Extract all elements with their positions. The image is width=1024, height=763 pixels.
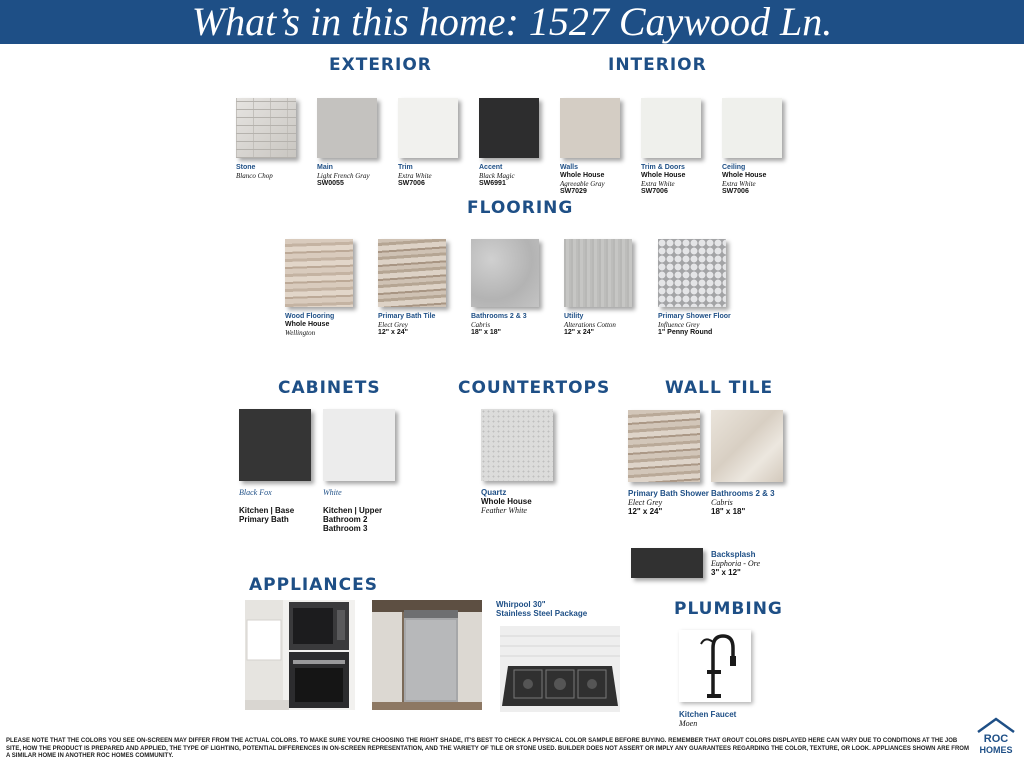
plumbing-label: Kitchen Faucet Moen bbox=[679, 710, 737, 728]
title-banner bbox=[0, 0, 1024, 44]
page-title: What’s in this home: 1527 Caywood Ln. bbox=[191, 0, 833, 44]
kitchen-faucet-photo bbox=[679, 630, 751, 702]
heading-appliances: APPLIANCES bbox=[249, 575, 378, 595]
primary-bath-tile-swatch bbox=[378, 239, 446, 307]
flooring-utility-label: Utility Alterations Cotton 12" x 24" bbox=[564, 313, 616, 336]
wall-tile-bathrooms-label: Bathrooms 2 & 3 Cabris 18" x 18" bbox=[711, 489, 775, 516]
backsplash-swatch bbox=[631, 548, 703, 578]
exterior-accent-label: Accent Black Magic SW6991 bbox=[479, 164, 515, 187]
trim-doors-color-swatch bbox=[641, 98, 701, 158]
cabinet-white-label: White Kitchen | Upper Bathroom 2 Bathroom 3 bbox=[323, 488, 383, 533]
bathrooms-wall-tile-swatch bbox=[711, 410, 783, 482]
exterior-main-label: Main Light French Gray SW0055 bbox=[317, 164, 370, 187]
penny-round-swatch bbox=[658, 239, 726, 307]
dishwasher-illustration bbox=[372, 600, 482, 710]
appliance-package-label: Whirpool 30" Stainless Steel Package bbox=[496, 600, 588, 618]
heading-interior: INTERIOR bbox=[608, 55, 707, 75]
flooring-shower-label: Primary Shower Floor Influence Grey 1" Penny Round bbox=[658, 313, 731, 336]
heading-exterior: EXTERIOR bbox=[329, 55, 432, 75]
interior-ceiling-label: Ceiling Whole House Extra White SW7006 bbox=[722, 164, 767, 195]
interior-walls-label: Walls Whole House Agreeable Gray SW7029 bbox=[560, 164, 605, 195]
exterior-trim-label: Trim Extra White SW7006 bbox=[398, 164, 432, 187]
dishwasher-photo bbox=[372, 600, 482, 710]
gas-cooktop-illustration bbox=[500, 626, 620, 712]
accent-color-swatch bbox=[479, 98, 539, 158]
flooring-bathrooms-label: Bathrooms 2 & 3 Cabris 18" x 18" bbox=[471, 313, 527, 336]
svg-text:ROC: ROC bbox=[983, 733, 1009, 745]
exterior-stone-label: Stone Blanco Chop bbox=[236, 164, 273, 180]
backsplash-label: Backsplash Euphoria - Ore 3" x 12" bbox=[711, 550, 761, 577]
flooring-wood-label: Wood Flooring Whole House Wellington bbox=[285, 313, 335, 337]
bathrooms-2-3-floor-swatch bbox=[471, 239, 539, 307]
wall-oven-illustration bbox=[245, 600, 355, 710]
disclaimer-text: PLEASE NOTE THAT THE COLORS YOU SEE ON-SCREEN MAY DIFFER FROM THE ACTUAL COLORS. TO MAKE SURE YOU'RE CHOOSING THE RIGHT SHADE, IT'S BEST TO CHECK A PHYSICAL COLOR SAMPLE BEFORE BUYING. REMEMBER THAT GROUT COLORS DISPLAYED HERE CAN VARY DUE TO CONDITIONS AT THE JOB SITE, HOW THE PRODUCT IS PREPARED AND APPLIED, THE TYPE OF LIGHTING, POTENTIAL DIFFERENCES IN ON-SCREEN REPRESENTATION, AND THE VARIETY OF TILE OR STONE USED. BUILDER DOES NOT ASSERT OR IMPLY ANY GUARANTEES REGARDING THE COLOR, TEXTURE, OR LOOK. APPLIANCES SHOWN ARE FROM A SIMILAR HOME IN ANOTHER ROC HOMES COMMUNITY. bbox=[6, 738, 969, 759]
flooring-primary-bath-label: Primary Bath Tile Elect Grey 12" x 24" bbox=[378, 313, 436, 336]
house-logo-icon bbox=[974, 716, 1018, 758]
svg-text:HOMES: HOMES bbox=[979, 745, 1013, 755]
cabinet-black-fox-label: Black Fox Kitchen | Base Primary Bath bbox=[239, 488, 295, 524]
heading-flooring: FLOORING bbox=[467, 198, 574, 218]
heading-wall-tile: WALL TILE bbox=[665, 378, 774, 398]
faucet-icon bbox=[679, 630, 751, 702]
walls-color-swatch bbox=[560, 98, 620, 158]
utility-floor-swatch bbox=[564, 239, 632, 307]
heading-plumbing: PLUMBING bbox=[674, 599, 783, 619]
heading-cabinets: CABINETS bbox=[278, 378, 381, 398]
wall-oven-photo bbox=[245, 600, 355, 710]
stone-swatch bbox=[236, 98, 296, 158]
black-fox-cabinet-swatch bbox=[239, 409, 311, 481]
ceiling-color-swatch bbox=[722, 98, 782, 158]
quartz-countertop-swatch bbox=[481, 409, 553, 481]
white-cabinet-swatch bbox=[323, 409, 395, 481]
wood-flooring-swatch bbox=[285, 239, 353, 307]
countertop-label: Quartz Whole House Feather White bbox=[481, 488, 532, 515]
interior-trim-doors-label: Trim & Doors Whole House Extra White SW7006 bbox=[641, 164, 686, 195]
gas-cooktop-photo bbox=[500, 626, 620, 712]
heading-countertops: COUNTERTOPS bbox=[458, 378, 611, 398]
trim-color-swatch bbox=[398, 98, 458, 158]
main-color-swatch bbox=[317, 98, 377, 158]
primary-bath-shower-tile-swatch bbox=[628, 410, 700, 482]
wall-tile-primary-label: Primary Bath Shower Elect Grey 12" x 24" bbox=[628, 489, 709, 516]
roc-homes-logo bbox=[974, 716, 1018, 758]
